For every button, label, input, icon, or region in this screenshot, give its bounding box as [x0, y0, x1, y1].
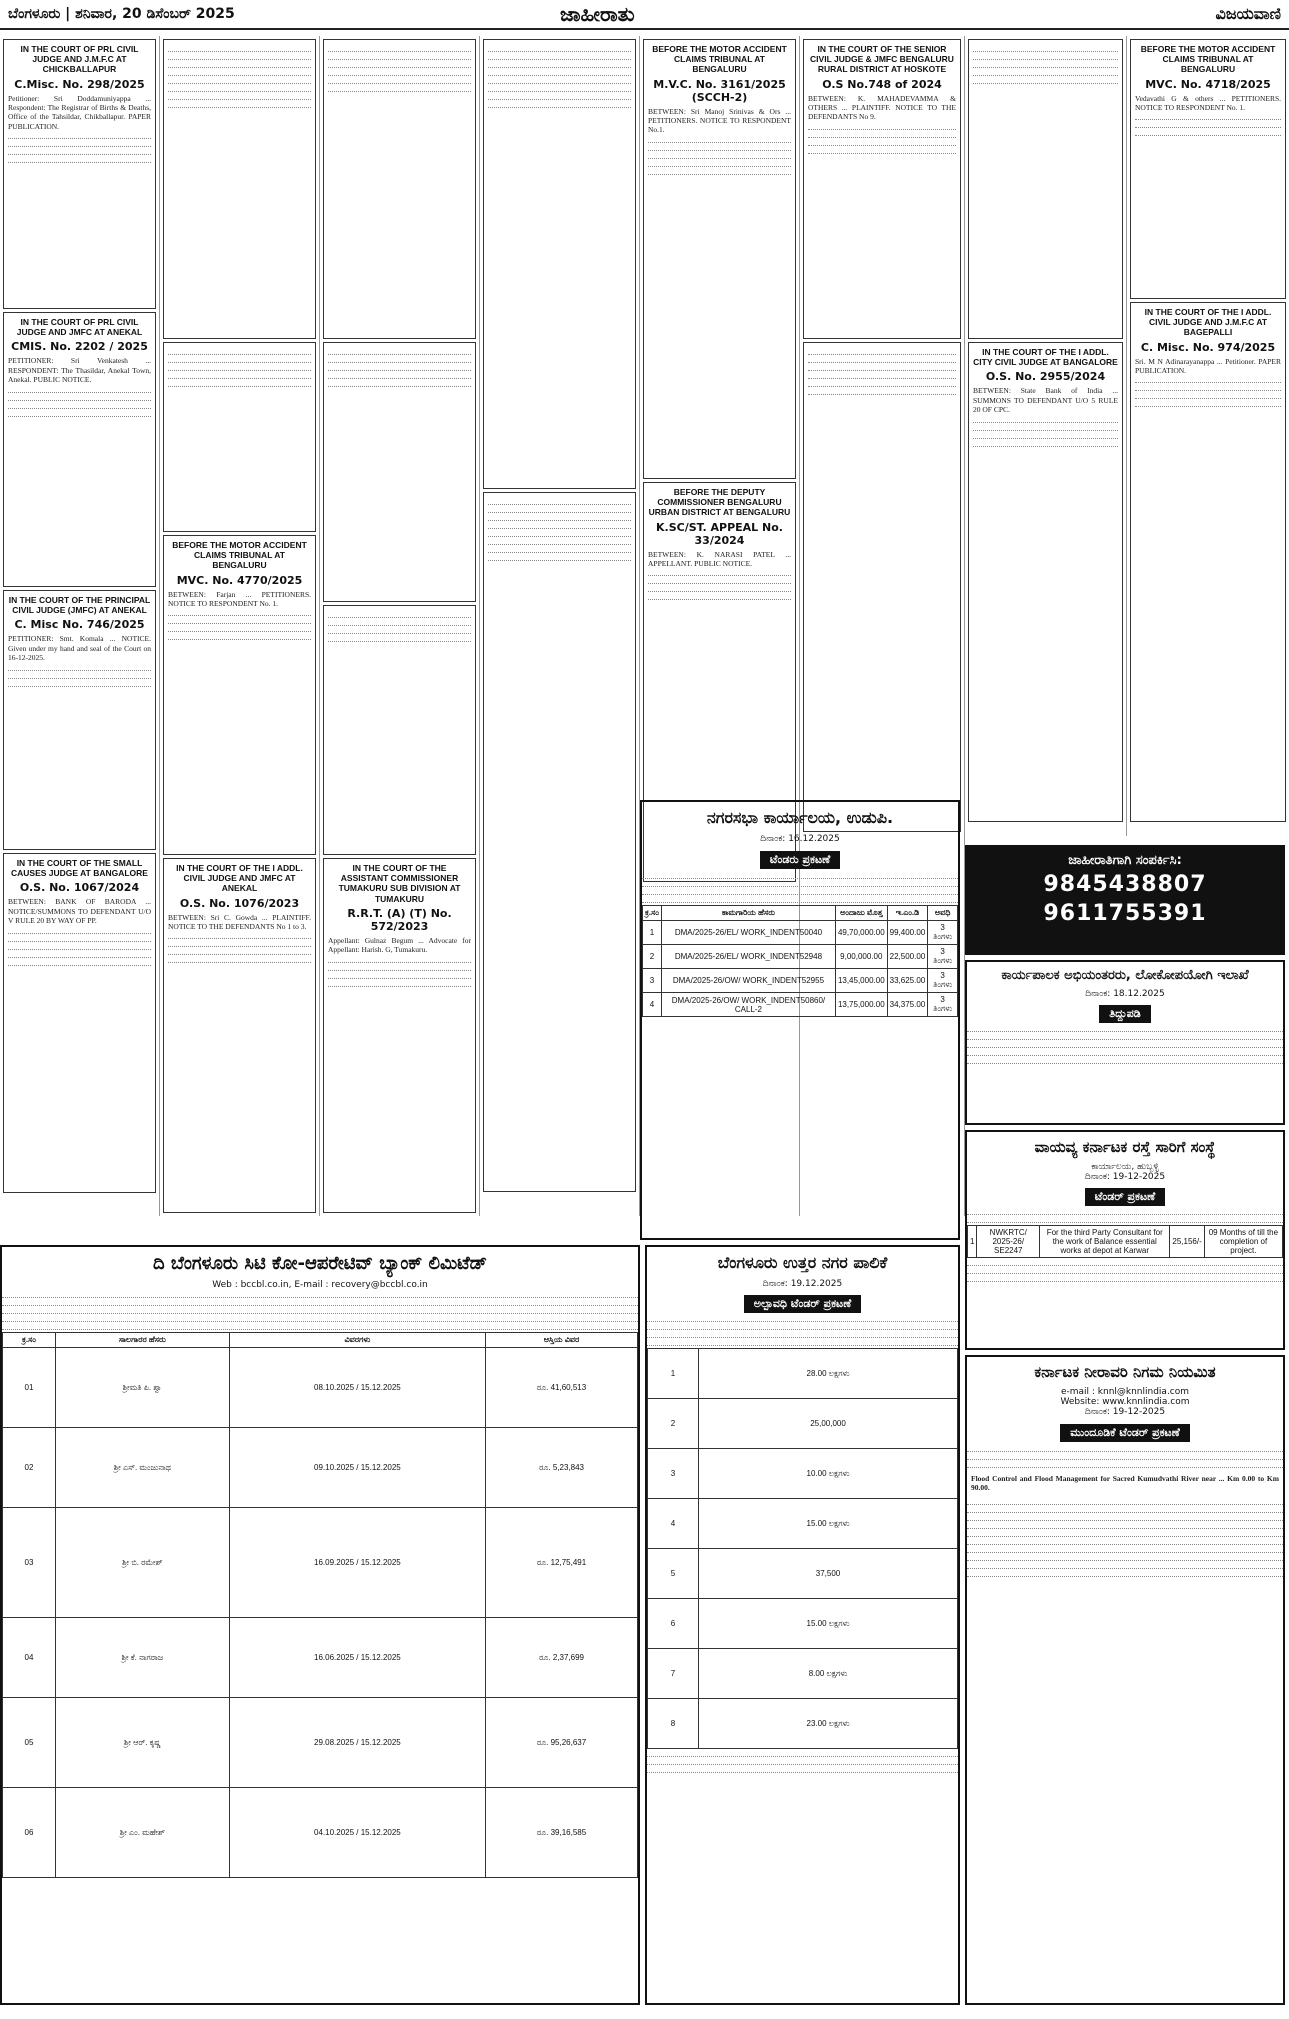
kannada-notice [163, 39, 316, 339]
table-row: 02 ಶ್ರೀ ಎಸ್. ಮಂಜುನಾಥ 09.10.2025 / 15.12.2025 ರೂ. 5,23,843 [3, 1428, 638, 1508]
kannada-notice [483, 39, 636, 489]
table-row: 2 DMA/2025-26/EL/ WORK_INDENT52948 9,00,000.00 22,500.00 3 ತಿಂಗಳು [643, 945, 958, 969]
page-date: ಬೆಂಗಳೂರು | ಶನಿವಾರ, 20 ಡಿಸೆಂಬರ್ 2025 [8, 6, 235, 22]
phone-number[interactable]: 9845438807 [1043, 872, 1207, 897]
legal-notice: IN THE COURT OF THE PRINCIPAL CIVIL JUDGE (JMFC) AT ANEKAL C. Misc No. 746/2025 PETITIONER: Smt. Komala ... NOTICE. Given under my hand and seal of the Court on 16-12-2025. [3, 590, 156, 850]
legal-notice: IN THE COURT OF THE ASSISTANT COMMISSIONER TUMAKURU SUB DIVISION AT TUMAKURU R.R.T. (A) (T) No. 572/2023 Appellant: Gulnaz Begum ... Advocate for Appellant: Harish. G, Tumakuru. [323, 858, 476, 1213]
udupi-tender: ನಗರಸಭಾ ಕಾರ್ಯಾಲಯ, ಉಡುಪಿ. ದಿನಾಂಕ: 16.12.2025 ಟೆಂಡರು ಪ್ರಕಟಣೆ ಕ್ರ.ಸಂ ಕಾಮಗಾರಿಯ ಹೆಸರು ಅಂದಾಜು ಮೊತ್ತ ಇ.ಎಂ.ಡಿ ಅವಧಿ 1 DMA/2025-26/EL/ WORK_INDENT50040 49,70,000.00 99,400.00 3 ತಿಂಗಳು 2 DMA/2025-26/EL/ WORK_INDENT52948 9,00,000.00 22,500.00 3 ತಿಂಗಳು 3 DMA/2025-26/OW/ WORK_INDENT52955 13,45,000.00 33,625.00 3 ತಿಂಗಳು 4 DMA/2025-26/OW/ WORK_INDENT50860/ CALL-2 13,75,000.00 34,375.00 3 ತಿಂಗಳು [640, 800, 960, 1240]
table-row: 04 ಶ್ರೀ ಕೆ. ನಾಗರಾಜ 16.06.2025 / 15.12.2025 ರೂ. 2,37,699 [3, 1618, 638, 1698]
table-row: 4 DMA/2025-26/OW/ WORK_INDENT50860/ CALL-2 13,75,000.00 34,375.00 3 ತಿಂಗಳು [643, 993, 958, 1017]
legal-notice: IN THE COURT OF THE SENIOR CIVIL JUDGE & JMFC BENGALURU RURAL DISTRICT AT HOSKOTE O.S No.748 of 2024 BETWEEN: K. MAHADEVAMMA & OTHERS ... PLAINTIFF. NOTICE TO THE DEFENDANTS No 9. [803, 39, 961, 339]
table-row: 05 ಶ್ರೀ ಆರ್. ಕೃಷ್ಣ 29.08.2025 / 15.12.2025 ರೂ. 95,26,637 [3, 1698, 638, 1788]
legal-notice: BEFORE THE MOTOR ACCIDENT CLAIMS TRIBUNAL AT BENGALURU MVC. No. 4770/2025 BETWEEN: Farjan ... PETITIONERS. NOTICE TO RESPONDENT No. 1. [163, 535, 316, 855]
column-2 [160, 36, 320, 1216]
table-row: 1 28.00 ಲಕ್ಷಗಳು [648, 1349, 958, 1399]
table-row: 01 ಶ್ರೀಮತಿ ಪಿ. ಶ್ವಾ 08.10.2025 / 15.12.2025 ರೂ. 41,60,513 [3, 1348, 638, 1428]
tender-table [647, 1348, 958, 1749]
legal-notice: BEFORE THE MOTOR ACCIDENT CLAIMS TRIBUNAL AT BENGALURU MVC. No. 4718/2025 Vedavathi G & others ... PETITIONERS. NOTICE TO RESPONDENT No. 1. [1130, 39, 1286, 299]
legal-notice: BEFORE THE MOTOR ACCIDENT CLAIMS TRIBUNAL AT BENGALURU M.V.C. No. 3161/2025 (SCCH-2) BETWEEN: Sri Manoj Srinivas & Ors ... PETITIONERS. NOTICE TO RESPONDENT No.1. [643, 39, 796, 479]
column-3 [320, 36, 480, 1216]
phone-number[interactable]: 9611755391 [1043, 901, 1207, 926]
column-4 [480, 36, 640, 1216]
table-row: 7 8.00 ಲಕ್ಷಗಳು [648, 1649, 958, 1699]
nwkrtc-tender: ವಾಯವ್ಯ ಕರ್ನಾಟಕ ರಸ್ತೆ ಸಾರಿಗೆ ಸಂಸ್ಥೆ ಕಾರ್ಯಾಲಯ, ಹುಬ್ಬಳ್ಳಿ ದಿನಾಂಕ: 19-12-2025 ಟೆಂಡರ್ ಪ್ರಕಟಣೆ 1 NWKRTC/ 2025-26/ SE2247 For the third Party Consultant for the work of Balance essential works at depot at Karwar 25,156/- 09 Months of till the completion of project. [965, 1130, 1285, 1350]
legal-notice: IN THE COURT OF THE SMALL CAUSES JUDGE AT BANGALORE O.S. No. 1067/2024 BETWEEN: BANK OF BARODA ... NOTICE/SUMMONS TO DEFENDANT U/O V RULE 20 BY WAY OF PP. [3, 853, 156, 1193]
legal-notice: BEFORE THE DEPUTY COMMISSIONER BENGALURU URBAN DISTRICT AT BENGALURU K.SC/ST. APPEAL No. 33/2024 BETWEEN: K. NARASI PATEL ... APPELLANT. PUBLIC NOTICE. [643, 482, 796, 882]
tender-table [967, 1225, 1283, 1258]
kannada-notice [323, 605, 476, 855]
table-row: 06 ಶ್ರೀ ಎಂ. ಮಹೇಶ್ 04.10.2025 / 15.12.2025 ರೂ. 39,16,585 [3, 1788, 638, 1878]
knnl-tender: ಕರ್ನಾಟಕ ನೀರಾವರಿ ನಿಗಮ ನಿಯಮಿತ e-mail : knnl@knnlindia.com Website: www.knnlindia.com ದಿನಾಂಕ: 19-12-2025 ಮುಂದೂಡಿಕೆ ಟೆಂಡರ್ ಪ್ರಕಟಣೆ Flood Control and Flood Management for Sacred Kumudvathi River near ... Km 0.00 to Km 90.00. [965, 1355, 1285, 2005]
table-row: 03 ಶ್ರೀ ಬಿ. ರಮೇಶ್ 16.09.2025 / 15.12.2025 ರೂ. 12,75,491 [3, 1508, 638, 1618]
kannada-notice [803, 342, 961, 832]
kannada-notice [163, 342, 316, 532]
table-row: 8 23.00 ಲಕ್ಷಗಳು [648, 1699, 958, 1749]
legal-notice: IN THE COURT OF THE I ADDL. CIVIL JUDGE AND JMFC AT ANEKAL O.S. No. 1076/2023 BETWEEN: Sri C. Gowda ... PLAINTIFF. NOTICE TO THE DEFENDANTS No 1 to 3. [163, 858, 316, 1213]
table-row: 4 15.00 ಲಕ್ಷಗಳು [648, 1499, 958, 1549]
bbmp-north-tender: ಬೆಂಗಳೂರು ಉತ್ತರ ನಗರ ಪಾಲಿಕೆ ದಿನಾಂಕ: 19.12.2025 ಅಲ್ಪಾವಧಿ ಟೆಂಡರ್ ಪ್ರಕಟಣೆ 1 28.00 ಲಕ್ಷಗಳು 2 25,00,000 3 10.00 ಲಕ್ಷಗಳು 4 15.00 ಲಕ್ಷಗಳು 5 37,500 6 15.00 ಲಕ್ಷಗಳು 7 8.00 ಲಕ್ಷಗಳು 8 23.00 ಲಕ್ಷಗಳು [645, 1245, 960, 2005]
kannada-notice [483, 492, 636, 1192]
legal-notice: IN THE COURT OF THE I ADDL. CIVIL JUDGE AND J.M.F.C AT BAGEPALLI C. Misc. No. 974/2025 Sri. M N Adinarayanappa ... Petitioner. PAPER PUBLICATION. [1130, 302, 1286, 822]
table-row: 6 15.00 ಲಕ್ಷಗಳು [648, 1599, 958, 1649]
legal-notice: IN THE COURT OF THE I ADDL. CITY CIVIL JUDGE AT BANGALORE O.S. No. 2955/2024 BETWEEN: State Bank of India ... SUMMONS TO DEFENDANT U/O 5 RULE 20 OF CPC. [968, 342, 1123, 822]
column-7 [965, 36, 1127, 836]
table-row: 1 DMA/2025-26/EL/ WORK_INDENT50040 49,70,000.00 99,400.00 3 ತಿಂಗಳು [643, 921, 958, 945]
column-8 [1127, 36, 1289, 836]
legal-notice: IN THE COURT OF PRL CIVIL JUDGE AND J.M.F.C AT CHICKBALLAPUR C.Misc. No. 298/2025 Petitioner: Sri Doddamuniyappa ... Respondent: The Registrar of Births & Deaths, Office of the Tahsildar, Chikballapur. PAPER PUBLICATION. [3, 39, 156, 309]
bank-table: ಕ್ರ.ಸಂ ಸಾಲಗಾರರ ಹೆಸರು ವಿವರಗಳು ಆಸ್ತಿಯ ವಿವರ 01 ಶ್ರೀಮತಿ ಪಿ. ಶ್ವಾ 08.10.2025 / 15.12.2025 ರೂ. 41,60,513 02 ಶ್ರೀ ಎಸ್. ಮಂಜುನಾಥ 09.10.2025 / 15.12.2025 ರೂ. 5,23,843 03 ಶ್ರೀ ಬಿ. ರಮೇಶ್ 16.09.2025 / 15.12.2025 ರೂ. 12,75,491 04 ಶ್ರೀ ಕೆ. ನಾಗರಾಜ 16.06.2025 / 15.12.2025 ರೂ. 2,37,699 05 ಶ್ರೀ ಆರ್. ಕೃಷ್ಣ 29.08.2025 / 15.12.2025 ರೂ. 95,26,637 06 ಶ್ರೀ ಎಂ. ಮಹೇಶ್ 04.10.2025 / 15.12.2025 ರೂ. 39,16,585 [2, 1332, 638, 1878]
table-row: 3 DMA/2025-26/OW/ WORK_INDENT52955 13,45,000.00 33,625.00 3 ತಿಂಗಳು [643, 969, 958, 993]
brand-logo: ವಿಜಯವಾಣಿ [1215, 4, 1281, 23]
bank-notice: ದಿ ಬೆಂಗಳೂರು ಸಿಟಿ ಕೋ-ಆಪರೇಟಿವ್ ಬ್ಯಾಂಕ್ ಲಿಮಿಟೆಡ್ Web : bccbl.co.in, E-mail : recovery@bccbl.co.in ಕ್ರ.ಸಂ ಸಾಲಗಾರರ ಹೆಸರು ವಿವರಗಳು ಆಸ್ತಿಯ ವಿವರ 01 ಶ್ರೀಮತಿ ಪಿ. ಶ್ವಾ 08.10.2025 / 15.12.2025 ರೂ. 41,60,513 02 ಶ್ರೀ ಎಸ್. ಮಂಜುನಾಥ 09.10.2025 / 15.12.2025 ರೂ. 5,23,843 03 ಶ್ರೀ ಬಿ. ರಮೇಶ್ 16.09.2025 / 15.12.2025 ರೂ. 12,75,491 04 ಶ್ರೀ ಕೆ. ನಾಗರಾಜ 16.06.2025 / 15.12.2025 ರೂ. 2,37,699 05 ಶ್ರೀ ಆರ್. ಕೃಷ್ಣ 29.08.2025 / 15.12.2025 ರೂ. 95,26,637 06 ಶ್ರೀ ಎಂ. ಮಹೇಶ್ 04.10.2025 / 15.12.2025 ರೂ. 39,16,585 [0, 1245, 640, 2005]
table-row: 2 25,00,000 [648, 1399, 958, 1449]
column-1 [0, 36, 160, 1216]
kannada-notice [968, 39, 1123, 339]
page-header [0, 0, 1289, 30]
page-title: ಜಾಹೀರಾತು [560, 2, 635, 26]
kannada-notice [323, 342, 476, 602]
table-row: 5 37,500 [648, 1549, 958, 1599]
table-row: 1 NWKRTC/ 2025-26/ SE2247 For the third Party Consultant for the work of Balance essential works at depot at Karwar 25,156/- 09 Months of till the completion of project. [968, 1226, 1283, 1258]
legal-notice: IN THE COURT OF PRL CIVIL JUDGE AND JMFC AT ANEKAL CMIS. No. 2202 / 2025 PETITIONER: Sri Venkatesh ... RESPONDENT: The Thasildar, Anekal Town, Anekal. PUBLIC NOTICE. [3, 312, 156, 587]
tender-table: ಕ್ರ.ಸಂ ಕಾಮಗಾರಿಯ ಹೆಸರು ಅಂದಾಜು ಮೊತ್ತ ಇ.ಎಂ.ಡಿ ಅವಧಿ 1 DMA/2025-26/EL/ WORK_INDENT50040 49,70,000.00 99,400.00 3 ತಿಂಗಳು 2 DMA/2025-26/EL/ WORK_INDENT52948 9,00,000.00 22,500.00 3 ತಿಂಗಳು 3 DMA/2025-26/OW/ WORK_INDENT52955 13,45,000.00 33,625.00 3 ತಿಂಗಳು 4 DMA/2025-26/OW/ WORK_INDENT50860/ CALL-2 13,75,000.00 34,375.00 3 ತಿಂಗಳು [642, 905, 958, 1017]
pwd-notice: ಕಾರ್ಯಪಾಲಕ ಅಭಿಯಂತರರು, ಲೋಕೋಪಯೋಗಿ ಇಲಾಖೆ ದಿನಾಂಕ: 18.12.2025 ತಿದ್ದುಪಡಿ [965, 960, 1285, 1125]
advertise-contact: ಜಾಹೀರಾತಿಗಾಗಿ ಸಂಪರ್ಕಿಸಿ: 9845438807 9611755391 [965, 845, 1285, 955]
kannada-notice [323, 39, 476, 339]
table-row: 3 10.00 ಲಕ್ಷಗಳು [648, 1449, 958, 1499]
